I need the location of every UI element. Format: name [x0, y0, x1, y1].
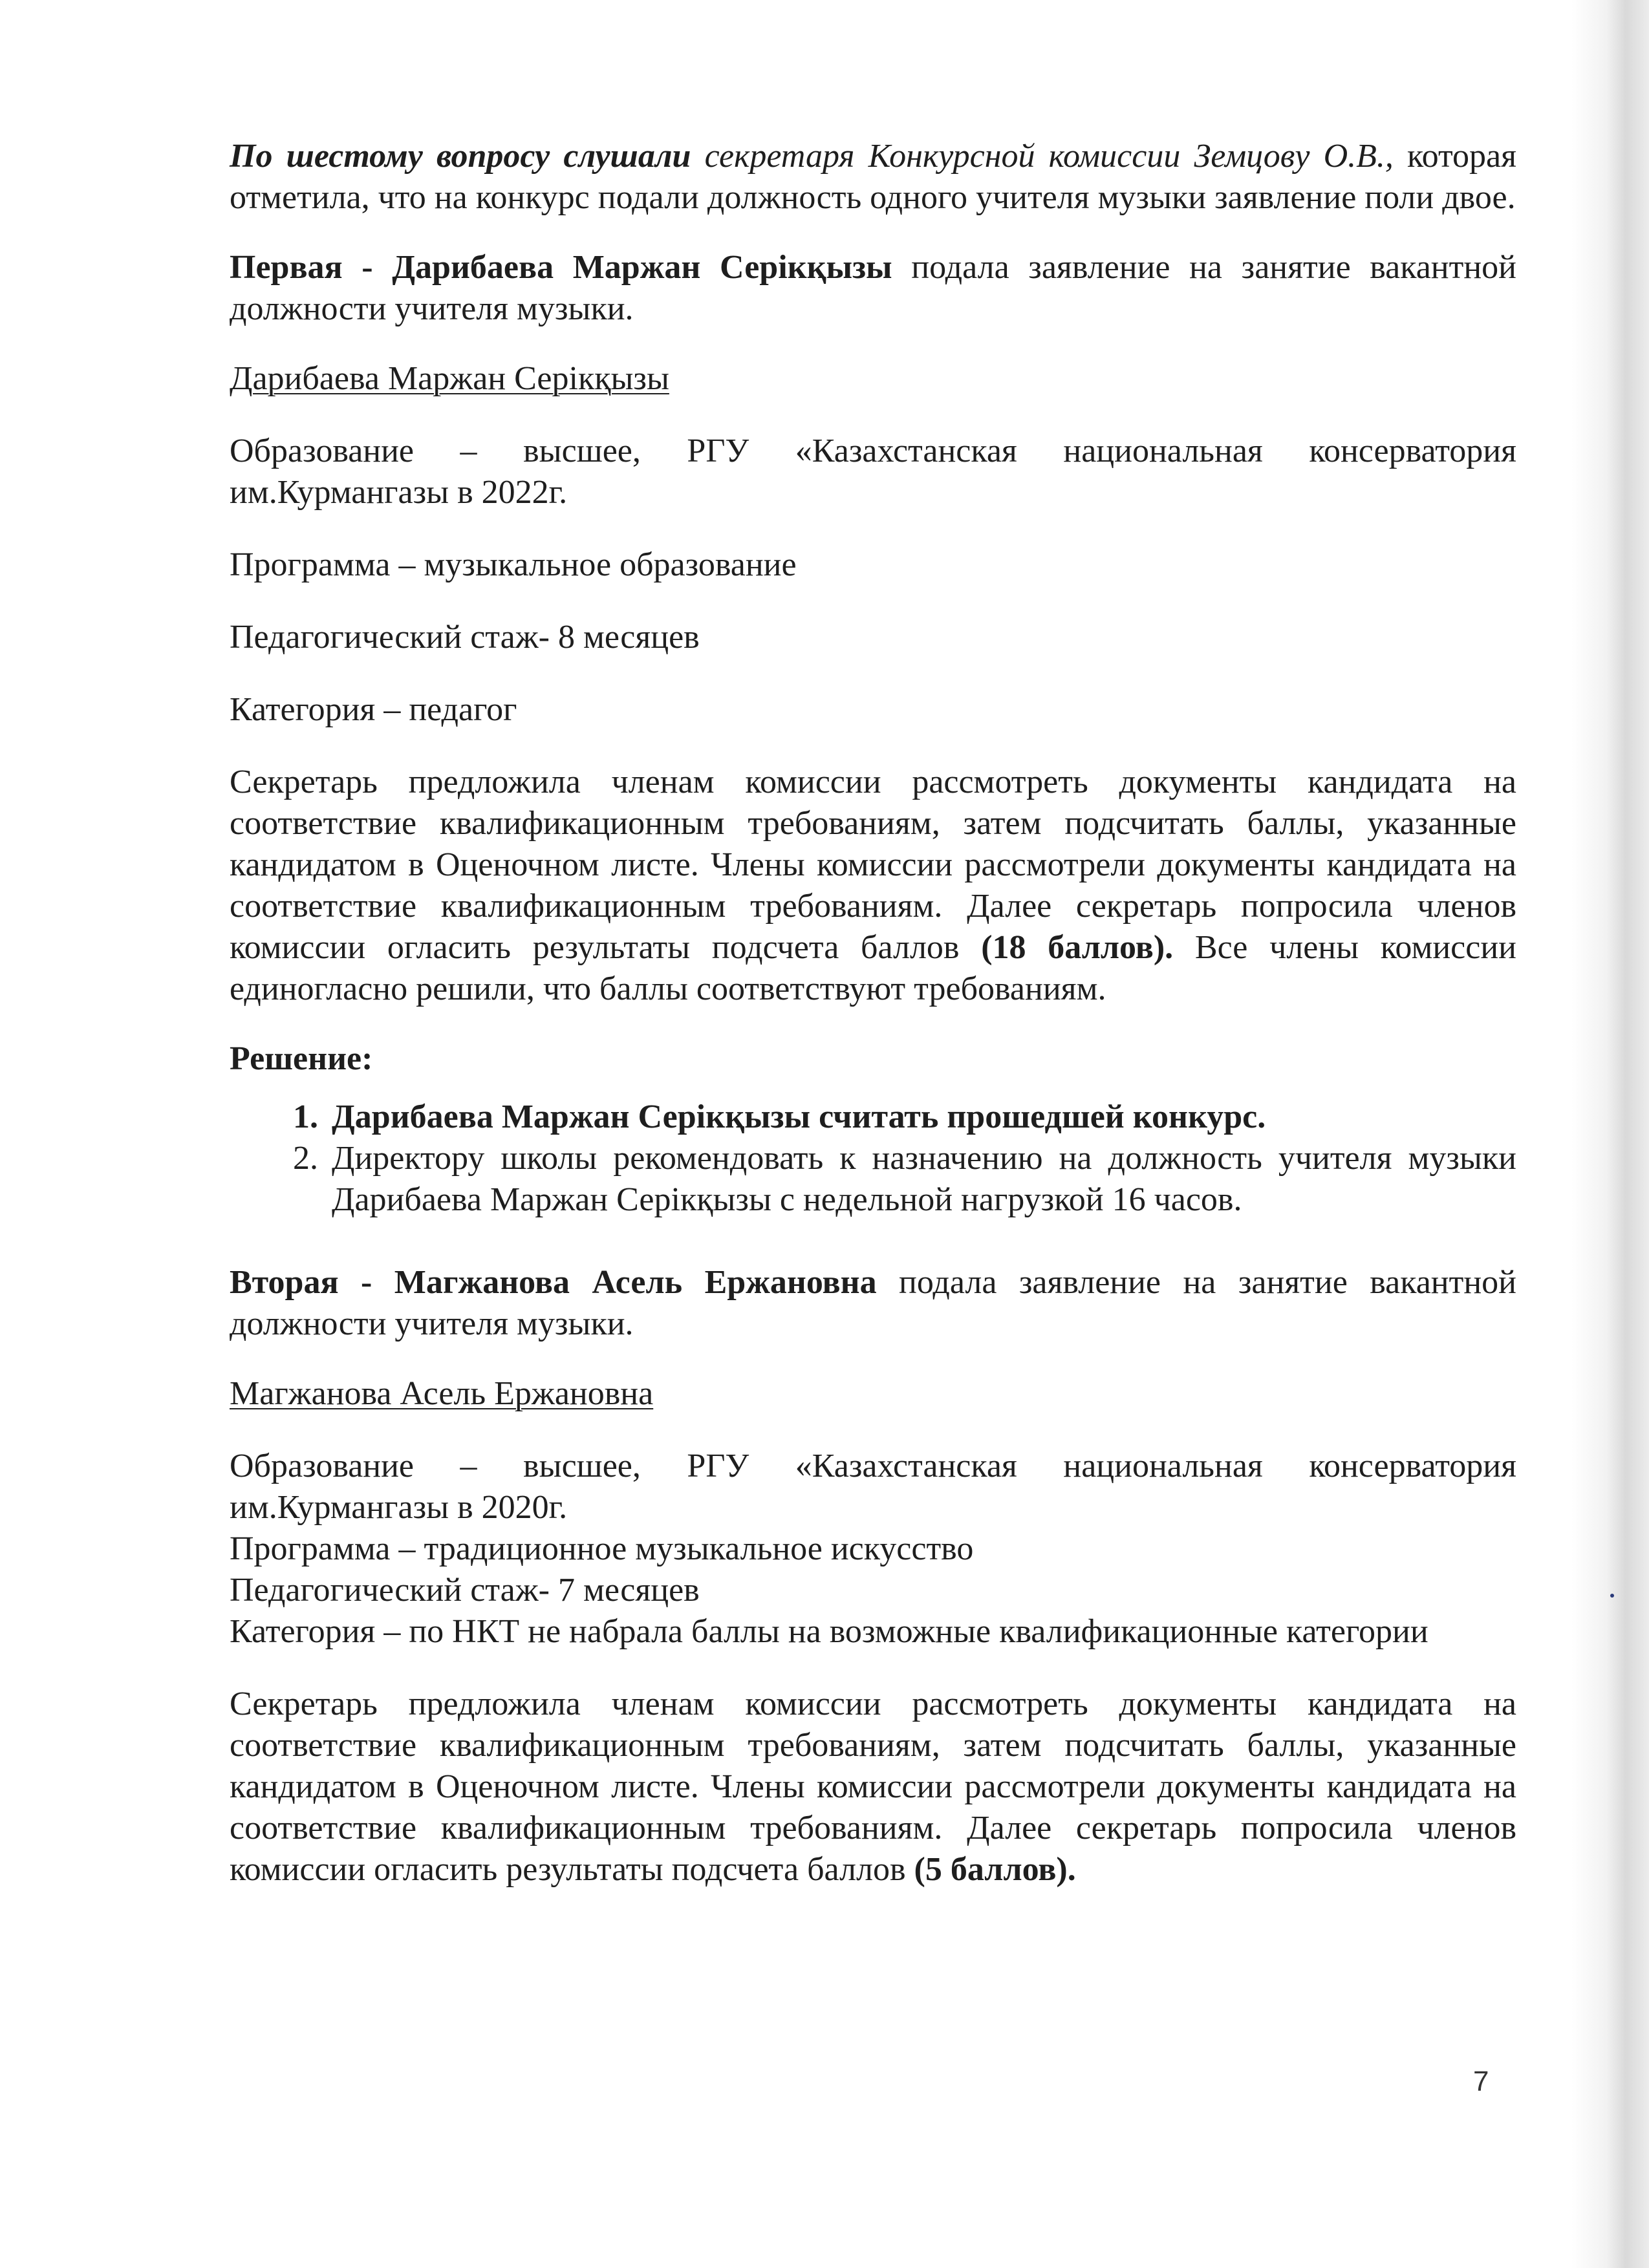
candidate2-name: [230, 1373, 1516, 1415]
decision-item: 1. Дарибаева Маржан Серікқызы считать прошедшей конкурс.: [327, 1097, 1516, 1138]
candidate2-secretary-paragraph: [230, 1684, 1516, 1890]
decision-list: [230, 1097, 1516, 1221]
candidate2-intro-name: Вторая - Магжанова Асель Ержановна: [230, 1264, 877, 1301]
candidate1-education: Образование – высшее, РГУ «Казахстанская национальная консерватория им.Курмангазы в 2022г.: [230, 433, 1516, 511]
scan-speck: [1610, 1594, 1614, 1598]
decision-item: 2. Директору школы рекомендовать к назначению на должность учителя музыки Дарибаева Маржан Серікқызы с недельной нагрузкой 16 часов.: [327, 1138, 1516, 1221]
page-number: 7: [1473, 2066, 1489, 2097]
candidate2-intro-text: подала заявление на занятие вакантной должности учителя музыки.: [230, 1264, 1516, 1342]
candidate1-secretary-paragraph: [230, 762, 1516, 1010]
candidate1-secretary-tail: Все члены комиссии единогласно решили, что баллы соответствуют требованиям.: [230, 929, 1516, 1007]
item6-paragraph: [230, 136, 1516, 219]
candidate1-name-underlined: Дарибаева Маржан Серікқызы: [230, 360, 669, 397]
candidate1-secretary-text: Секретарь предложила членам комиссии рассмотреть документы кандидата на соответствие квалификационным требованиям, затем подсчитать баллы, указанные кандидатом в Оценочном листе. Члены комиссии рассмотрели документы кандидата на соответствие квалификационным требованиям. Далее секретарь попросила членов комиссии огласить результаты подсчета баллов: [230, 764, 1516, 966]
candidate2-education: Образование – высшее, РГУ «Казахстанская национальная консерватория им.Курмангазы в 2020г.: [230, 1448, 1516, 1526]
candidate1-intro: [230, 247, 1516, 330]
candidate2-program: Программа – традиционное музыкальное искусство: [230, 1530, 974, 1567]
item6-text: которая отметила, что на конкурс подали должность одного учителя музыки заявление поли двое.: [230, 138, 1517, 216]
candidate1-score: (18 баллов).: [981, 929, 1174, 966]
candidate2-name-underlined: Магжанова Асель Ержановна: [230, 1375, 654, 1412]
decision-heading: Решение:: [230, 1040, 373, 1077]
candidate2-category: Категория – по НКТ не набрала баллы на возможные квалификационные категории: [230, 1613, 1428, 1650]
candidate1-program: Программа – музыкальное образование: [230, 546, 797, 583]
item6-speaker: секретаря Конкурсной комиссии Земцову О.В.,: [691, 138, 1394, 175]
candidate2-intro: [230, 1262, 1516, 1345]
candidate1-experience: Педагогический стаж- 8 месяцев: [230, 619, 700, 656]
candidate1-intro-name: Первая - Дарибаева Маржан Серікқызы: [230, 249, 892, 286]
item6-lead: По шестому вопросу слушали: [230, 138, 691, 175]
candidate1-category: Категория – педагог: [230, 691, 517, 728]
candidate1-name: [230, 358, 1516, 400]
candidate2-secretary-text: Секретарь предложила членам комиссии рассмотреть документы кандидата на соответствие квалификационным требованиям, затем подсчитать баллы, указанные кандидатом в Оценочном листе. Члены комиссии рассмотрели документы кандидата на соответствие квалификационным требованиям. Далее секретарь попросила членов комиссии огласить результаты подсчета баллов: [230, 1685, 1516, 1888]
candidate2-score: (5 баллов).: [914, 1851, 1076, 1888]
candidate2-experience: Педагогический стаж- 7 месяцев: [230, 1572, 700, 1609]
candidate1-intro-text: подала заявление на занятие вакантной должности учителя музыки.: [230, 249, 1516, 327]
document-page: [230, 136, 1516, 1890]
scan-edge-shadow: [1571, 0, 1649, 2268]
